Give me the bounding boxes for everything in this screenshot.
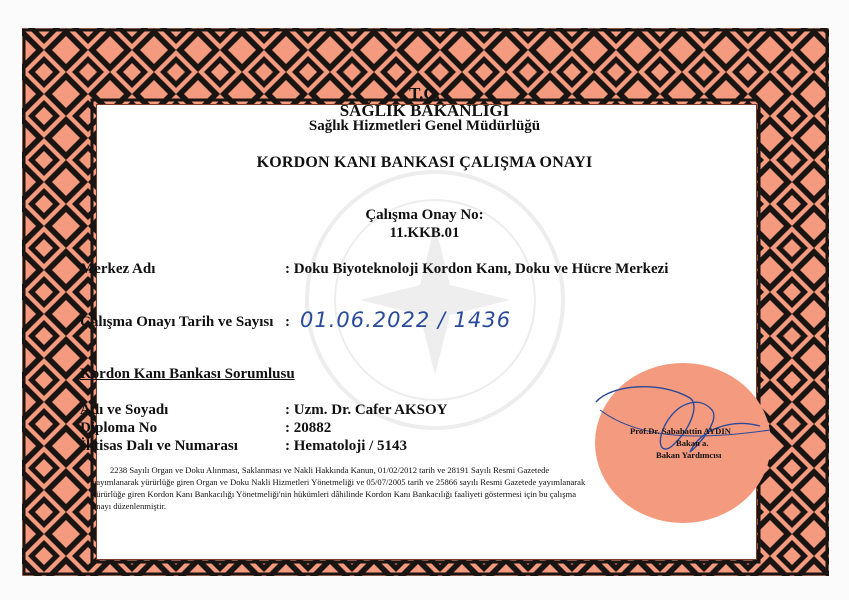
diploma-value: : 20882 xyxy=(285,420,332,436)
diploma-label: Diploma No xyxy=(80,420,158,436)
signatory-title: Bakan Yardımcısı xyxy=(656,450,722,460)
approval-number-label: Çalışma Onay No: xyxy=(365,207,484,223)
approval-date-handwritten: 01.06.2022 / 1436 xyxy=(300,308,512,332)
center-label: Merkez Adı xyxy=(80,261,156,277)
signatory-name: Prof.Dr. Sabahattin AYDIN xyxy=(630,426,731,436)
header-ministry: SAĞLIK BAKANLIĞI xyxy=(339,101,510,120)
legal-text: 2238 Sayılı Organ ve Doku Alınması, Saklanması ve Nakli Hakkında Kanun, 01/02/2012 tarih ve 28191 Sayılı Resmi Gazetede yayımlanarak yürürlüğe giren Organ ve Doku Nakli Hizmetleri Yönetmeliği ve 05/07/2005 tarih ve 25866 sayılı Resmi Gazetede yayımlanarak yürürlüğe giren Kordon Kanı Bankacılığı Yönetmeliği'nin hükümleri dâhilinde Kordon Kanı Bankacılığı faaliyeti göstermesi için bu çalışma onayı düzenlenmiştir. xyxy=(92,465,586,511)
signatory-line2: Bakan a. xyxy=(676,438,709,448)
approval-number-value: 11.KKB.01 xyxy=(389,225,460,241)
header-country: T.C. xyxy=(409,84,440,103)
specialty-label: İhtisas Dalı ve Numarası xyxy=(80,438,238,454)
name-value: : Uzm. Dr. Cafer AKSOY xyxy=(285,402,448,418)
name-label: Adı ve Soyadı xyxy=(80,402,169,418)
header-directorate: Sağlık Hizmetleri Genel Müdürlüğü xyxy=(308,118,541,134)
approval-date-label: Çalışma Onayı Tarih ve Sayısı xyxy=(80,314,274,330)
approval-date-colon: : xyxy=(285,314,290,330)
certificate-title: KORDON KANI BANKASI ÇALIŞMA ONAYI xyxy=(256,154,593,171)
specialty-value: : Hematoloji / 5143 xyxy=(285,438,408,454)
responsible-section-title: Kordon Kanı Bankası Sorumlusu xyxy=(80,366,295,382)
center-value: : Doku Biyoteknoloji Kordon Kanı, Doku ve Hücre Merkezi xyxy=(285,261,669,277)
